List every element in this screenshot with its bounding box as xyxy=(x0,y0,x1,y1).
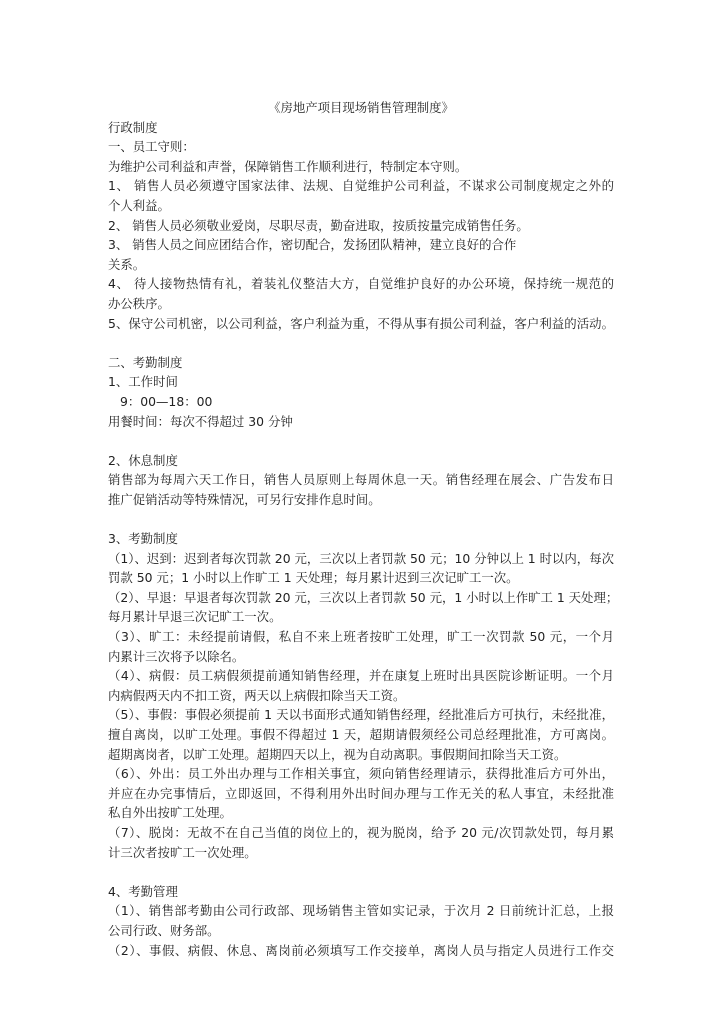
text-line: （7）、脱岗：无故不在自己当值的岗位上的，视为脱岗，给予 20 元/次罚款处罚，每月累 xyxy=(108,824,614,840)
text-line: 一、员工守则： xyxy=(108,139,195,155)
text-line: （5）、事假：事假必须提前 1 天以书面形式通知销售经理，经批准后方可执行，未经批准， xyxy=(108,707,614,723)
document-page xyxy=(108,98,619,960)
document-body xyxy=(108,118,619,961)
text-line: 1、 销售人员必须遵守国家法律、法规、自觉维护公司利益，不谋求公司制度规定之外的 xyxy=(108,178,614,194)
text-line: 个人利益。 xyxy=(108,197,170,213)
text-line: 4、考勤管理 xyxy=(108,883,178,899)
text-line: 3、 销售人员之间应团结合作，密切配合，发扬团队精神，建立良好的合作 xyxy=(108,237,517,253)
text-line: 3、考勤制度 xyxy=(108,531,178,547)
text-line: 2、休息制度 xyxy=(108,452,178,468)
text-line: 并应在办完事情后，立即返回，不得利用外出时间办理与工作无关的私人事宜，未经批准 xyxy=(108,785,614,801)
text-line: 私自外出按旷工处理。 xyxy=(108,805,232,821)
blank-line xyxy=(108,862,614,882)
blank-line xyxy=(108,333,614,353)
text-line: 9：00—18：00 xyxy=(120,393,213,409)
text-line: 计三次者按旷工一次处理。 xyxy=(108,844,257,860)
text-line: 推广促销活动等特殊情况，可另行安排作息时间。 xyxy=(108,491,381,507)
text-line: （3）、旷工：未经提前请假，私自不来上班者按旷工处理，旷工一次罚款 50 元，一个月 xyxy=(108,629,614,645)
blank-line xyxy=(108,509,614,529)
text-line: 每月累计早退三次记旷工一次。 xyxy=(108,609,282,625)
blank-line xyxy=(108,431,614,451)
text-line: （2）、事假、病假、休息、离岗前必须填写工作交接单，离岗人员与指定人员进行工作交 xyxy=(108,942,614,958)
text-line: 用餐时间：每次不得超过 30 分钟 xyxy=(108,413,293,429)
text-line: 2、 销售人员必须敬业爱岗，尽职尽责，勤奋进取，按质按量完成销售任务。 xyxy=(108,217,529,233)
text-line: 公司行政、财务部。 xyxy=(108,922,220,938)
text-line: 内病假两天内不扣工资，两天以上病假扣除当天工资。 xyxy=(108,687,406,703)
text-line: 罚款 50 元；1 小时以上作旷工 1 天处理；每月累计迟到三次记旷工一次。 xyxy=(108,570,519,586)
text-line: （1）、迟到：迟到者每次罚款 20 元，三次以上者罚款 50 元；10 分钟以上 1 时以内，每次 xyxy=(108,550,614,566)
text-line: 销售部为每周六天工作日，销售人员原则上每周休息一天。销售经理在展会、广告发布日 xyxy=(108,472,614,488)
text-line: （6）、外出：员工外出办理与工作相关事宜，须向销售经理请示，获得批准后方可外出， xyxy=(108,766,614,782)
document-title: 《房地产项目现场销售管理制度》 xyxy=(268,100,454,115)
text-line: 行政制度 xyxy=(108,119,158,135)
text-line: 4、 待人接物热情有礼，着装礼仪整洁大方，自觉维护良好的办公环境，保持统一规范的 xyxy=(108,276,614,292)
text-line: 擅自离岗，以旷工处理。事假不得超过 1 天，超期请假须经公司总经理批准，方可离岗。 xyxy=(108,727,614,742)
text-line: 超期离岗者，以旷工处理。超期四天以上，视为自动离职。事假期间扣除当天工资。 xyxy=(108,746,567,762)
text-line: （1）、销售部考勤由公司行政部、现场销售主管如实记录，于次月 2 日前统计汇总，上报 xyxy=(108,903,614,919)
text-line: （4）、病假：员工病假须提前通知销售经理，并在康复上班时出具医院诊断证明。一个月 xyxy=(108,668,614,684)
text-line: 为维护公司利益和声誉，保障销售工作顺利进行，特制定本守则。 xyxy=(108,158,468,174)
text-line: 办公秩序。 xyxy=(108,295,170,311)
text-line: 内累计三次将予以除名。 xyxy=(108,648,245,664)
text-line: 1、工作时间 xyxy=(108,374,178,390)
text-line: 关系。 xyxy=(108,256,146,272)
text-line: （2）、早退：早退者每次罚款 20 元，三次以上者罚款 50 元，1 小时以上作旷工 1 天处理； xyxy=(108,589,619,605)
text-line: 二、考勤制度 xyxy=(108,354,183,370)
text-line: 5、保守公司机密，以公司利益，客户利益为重，不得从事有损公司利益，客户利益的活动。 xyxy=(108,315,614,331)
